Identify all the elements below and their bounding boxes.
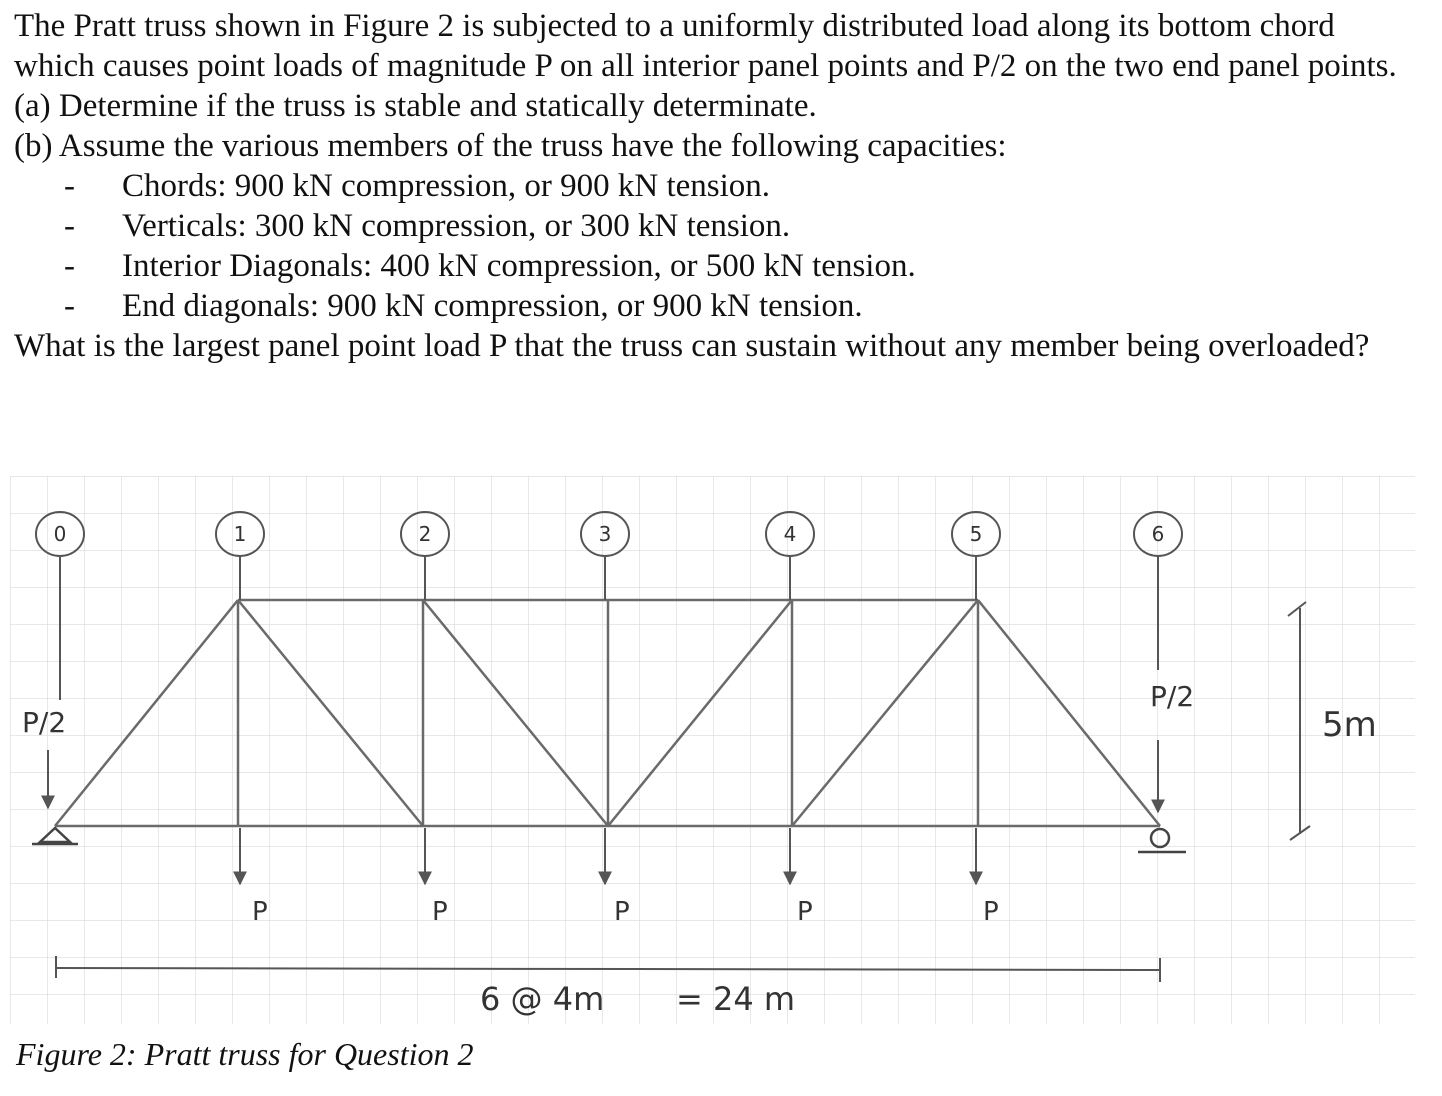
node-label-6: 6 bbox=[1151, 522, 1165, 546]
capacity-item: - Chords: 900 kN compression, or 900 kN tension. bbox=[64, 168, 771, 204]
height-label: 5m bbox=[1322, 705, 1377, 745]
problem-statement bbox=[14, 6, 1434, 366]
panel-load-label-3: P bbox=[614, 897, 630, 927]
part-a: (a) Determine if the truss is stable and statically determinate. bbox=[14, 88, 817, 124]
truss-figure bbox=[0, 470, 1442, 1030]
panel-load-label-5: P bbox=[983, 897, 999, 927]
capacity-text: Chords: 900 kN compression, or 900 kN tension. bbox=[122, 168, 771, 204]
capacity-item: - Verticals: 300 kN compression, or 300 kN tension. bbox=[64, 208, 791, 244]
node-label-0: 0 bbox=[53, 522, 67, 546]
capacity-list bbox=[14, 166, 1434, 326]
span-label-b: = 24 m bbox=[676, 980, 796, 1018]
panel-load-label-2: P bbox=[432, 897, 448, 927]
panel-load-label-1: P bbox=[252, 897, 268, 927]
capacity-text: End diagonals: 900 kN compression, or 900 kN tension. bbox=[122, 288, 863, 324]
span-label-a: 6 @ 4m bbox=[480, 980, 605, 1018]
part-b: (b) Assume the various members of the truss have the following capacities: bbox=[14, 128, 1007, 164]
node-label-4: 4 bbox=[783, 522, 797, 546]
capacity-text: Interior Diagonals: 400 kN compression, or 500 kN tension. bbox=[122, 248, 916, 284]
problem-intro: The Pratt truss shown in Figure 2 is subjected to a uniformly distributed load along its bottom chord which causes point loads of magnitude P on all interior panel points and P/2 on the two end panel points. bbox=[14, 8, 1397, 84]
truss-diagram bbox=[0, 470, 1442, 1030]
capacity-text: Verticals: 300 kN compression, or 300 kN tension. bbox=[122, 208, 791, 244]
node-label-3: 3 bbox=[598, 522, 612, 546]
grid-paper bbox=[10, 476, 1415, 1024]
capacity-item: - End diagonals: 900 kN compression, or 900 kN tension. bbox=[64, 288, 863, 324]
end-load-label-left: P/2 bbox=[22, 706, 67, 739]
panel-load-label-4: P bbox=[797, 897, 813, 927]
node-label-5: 5 bbox=[969, 522, 983, 546]
capacity-item: - Interior Diagonals: 400 kN compression, or 500 kN tension. bbox=[64, 248, 916, 284]
node-label-2: 2 bbox=[418, 522, 432, 546]
figure-caption: Figure 2: Pratt truss for Question 2 bbox=[16, 1036, 474, 1072]
node-label-1: 1 bbox=[233, 522, 247, 546]
question: What is the largest panel point load P that the truss can sustain without any member being overloaded? bbox=[14, 328, 1370, 364]
end-load-label-right: P/2 bbox=[1150, 680, 1195, 713]
